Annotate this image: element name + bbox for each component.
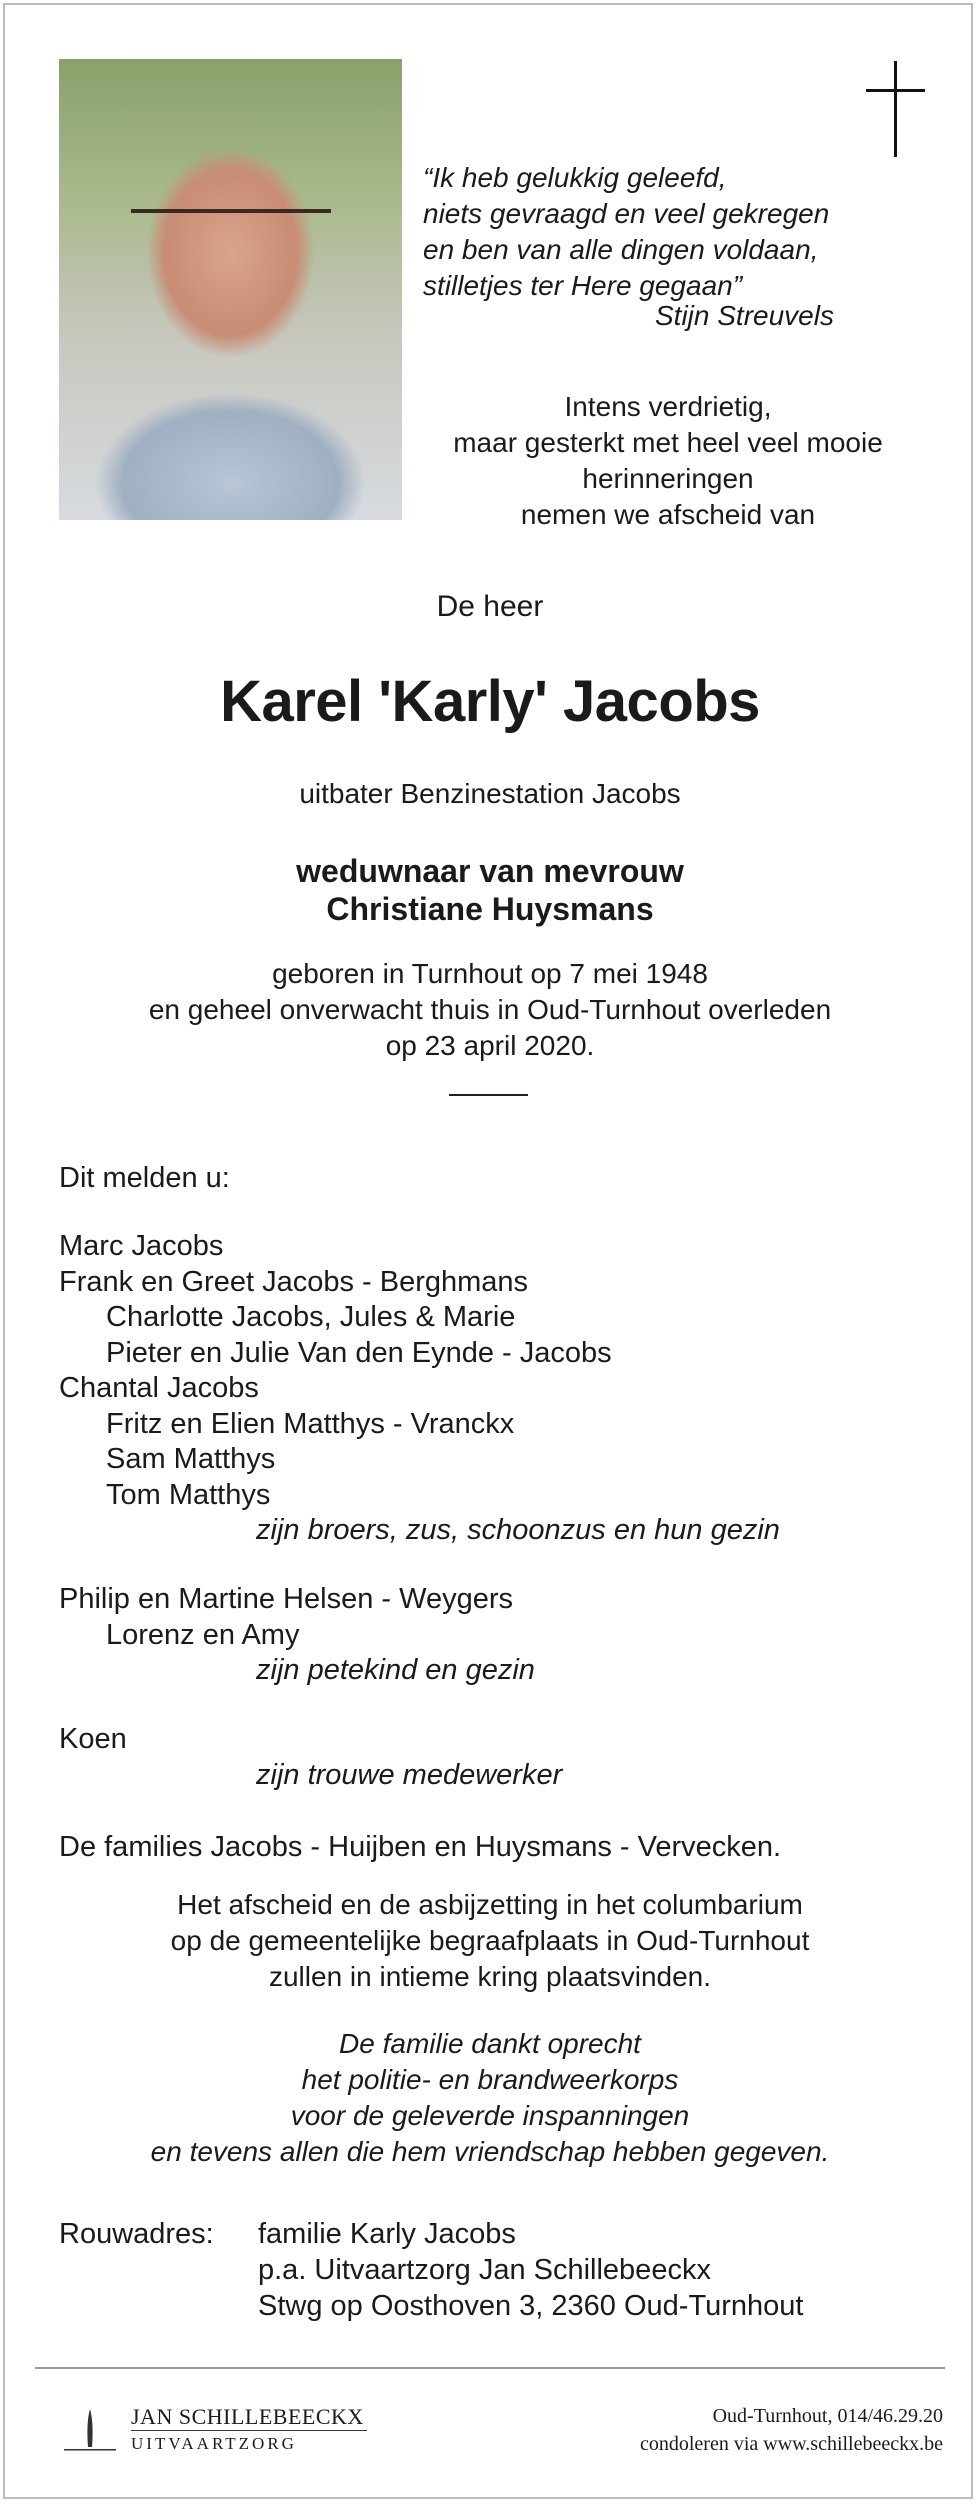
logo-name: JAN SCHILLEBEECKX bbox=[131, 2404, 364, 2429]
thanks-line: het politie- en brandweerkorps bbox=[301, 2064, 679, 2095]
address-line: Stwg op Oosthoven 3, 2360 Oud-Turnhout bbox=[258, 2290, 804, 2322]
family-member: Frank en Greet Jacobs - Berghmans bbox=[59, 1265, 529, 1298]
footer-rule bbox=[35, 2367, 945, 2369]
address-line: p.a. Uitvaartzorg Jan Schillebeeckx bbox=[258, 2254, 711, 2286]
intro-line: maar gesterkt met heel veel mooie bbox=[453, 427, 883, 458]
family-member: Charlotte Jacobs, Jules & Marie bbox=[106, 1301, 516, 1333]
contact-website: condoleren via www.schillebeeckx.be bbox=[639, 2433, 943, 2455]
relation-note: zijn trouwe medewerker bbox=[256, 1758, 563, 1791]
intro-line: Intens verdrietig, bbox=[564, 391, 772, 422]
thanks-text bbox=[0, 2026, 980, 2170]
ceremony-line: Het afscheid en de asbijzetting in het columbarium bbox=[177, 1889, 803, 1920]
thanks-line: voor de geleverde inspanningen bbox=[290, 2100, 690, 2131]
family-list-3 bbox=[59, 1722, 562, 1793]
family-list-2 bbox=[59, 1582, 535, 1689]
announce: Dit melden u: bbox=[59, 1162, 230, 1194]
family-member: Marc Jacobs bbox=[59, 1230, 224, 1262]
family-member: Lorenz en Amy bbox=[106, 1618, 300, 1651]
logo-subtitle: UITVAARTZORG bbox=[131, 2434, 297, 2453]
birth-death-details bbox=[0, 956, 980, 1064]
glasses-detail bbox=[131, 209, 331, 283]
relation-note: zijn broers, zus, schoonzus en hun gezin bbox=[256, 1514, 780, 1546]
widow-line: weduwnaar van mevrouw bbox=[296, 853, 684, 889]
quote-line: stilletjes ter Here gegaan” bbox=[423, 270, 743, 301]
quote-author: Stijn Streuvels bbox=[655, 300, 834, 331]
widow-note bbox=[0, 852, 980, 928]
intro-line: herinneringen bbox=[582, 463, 754, 494]
address-line: familie Karly Jacobs bbox=[258, 2218, 516, 2250]
family-member: Tom Matthys bbox=[106, 1478, 271, 1511]
divider bbox=[449, 1094, 528, 1096]
quote bbox=[423, 160, 873, 304]
ceremony-text bbox=[0, 1887, 980, 1995]
ceremony-line: op de gemeentelijke begraafplaats in Oud-Turnhout bbox=[170, 1925, 810, 1956]
death-date-line: op 23 april 2020. bbox=[385, 1030, 595, 1061]
address-label: Rouwadres: bbox=[59, 2218, 214, 2250]
family-member: Philip en Martine Helsen - Weygers bbox=[59, 1583, 513, 1615]
death-line: en geheel onverwacht thuis in Oud-Turnhout overleden bbox=[148, 994, 832, 1025]
deceased-role: uitbater Benzinestation Jacobs bbox=[299, 778, 681, 809]
family-member: Fritz en Elien Matthys - Vranckx bbox=[106, 1407, 515, 1440]
family-member: Chantal Jacobs bbox=[59, 1372, 259, 1404]
cross-icon-bar bbox=[866, 89, 925, 92]
portrait-photo bbox=[59, 59, 402, 520]
spouse-name: Christiane Huysmans bbox=[326, 891, 654, 927]
logo-rule bbox=[131, 2430, 367, 2431]
salutation: De heer bbox=[436, 590, 544, 623]
cross-icon bbox=[894, 61, 897, 157]
funeral-logo-icon bbox=[60, 2405, 120, 2455]
ceremony-line: zullen in intieme kring plaatsvinden. bbox=[268, 1961, 712, 1992]
quote-line: niets gevraagd en veel gekregen bbox=[423, 198, 830, 229]
quote-line: en ben van alle dingen voldaan, bbox=[423, 234, 819, 265]
footer-contact bbox=[640, 2402, 943, 2458]
birth-line: geboren in Turnhout op 7 mei 1948 bbox=[272, 958, 708, 989]
intro-line: nemen we afscheid van bbox=[520, 499, 816, 530]
family-list-1 bbox=[59, 1229, 780, 1549]
thanks-line: en tevens allen die hem vriendschap hebben gegeven. bbox=[150, 2136, 830, 2167]
address-block bbox=[258, 2216, 803, 2324]
family-member: Sam Matthys bbox=[106, 1443, 276, 1475]
relation-note: zijn petekind en gezin bbox=[256, 1654, 535, 1686]
intro-text bbox=[418, 389, 918, 533]
family-member: Koen bbox=[59, 1723, 127, 1755]
thanks-line: De familie dankt oprecht bbox=[339, 2028, 641, 2059]
quote-line: “Ik heb gelukkig geleefd, bbox=[423, 162, 727, 193]
contact-phone: Oud-Turnhout, 014/46.29.20 bbox=[712, 2405, 943, 2427]
family-member: Pieter en Julie Van den Eynde - Jacobs bbox=[106, 1336, 612, 1369]
families-line: De families Jacobs - Huijben en Huysmans - Vervecken. bbox=[59, 1831, 782, 1863]
deceased-name: Karel 'Karly' Jacobs bbox=[220, 669, 760, 734]
